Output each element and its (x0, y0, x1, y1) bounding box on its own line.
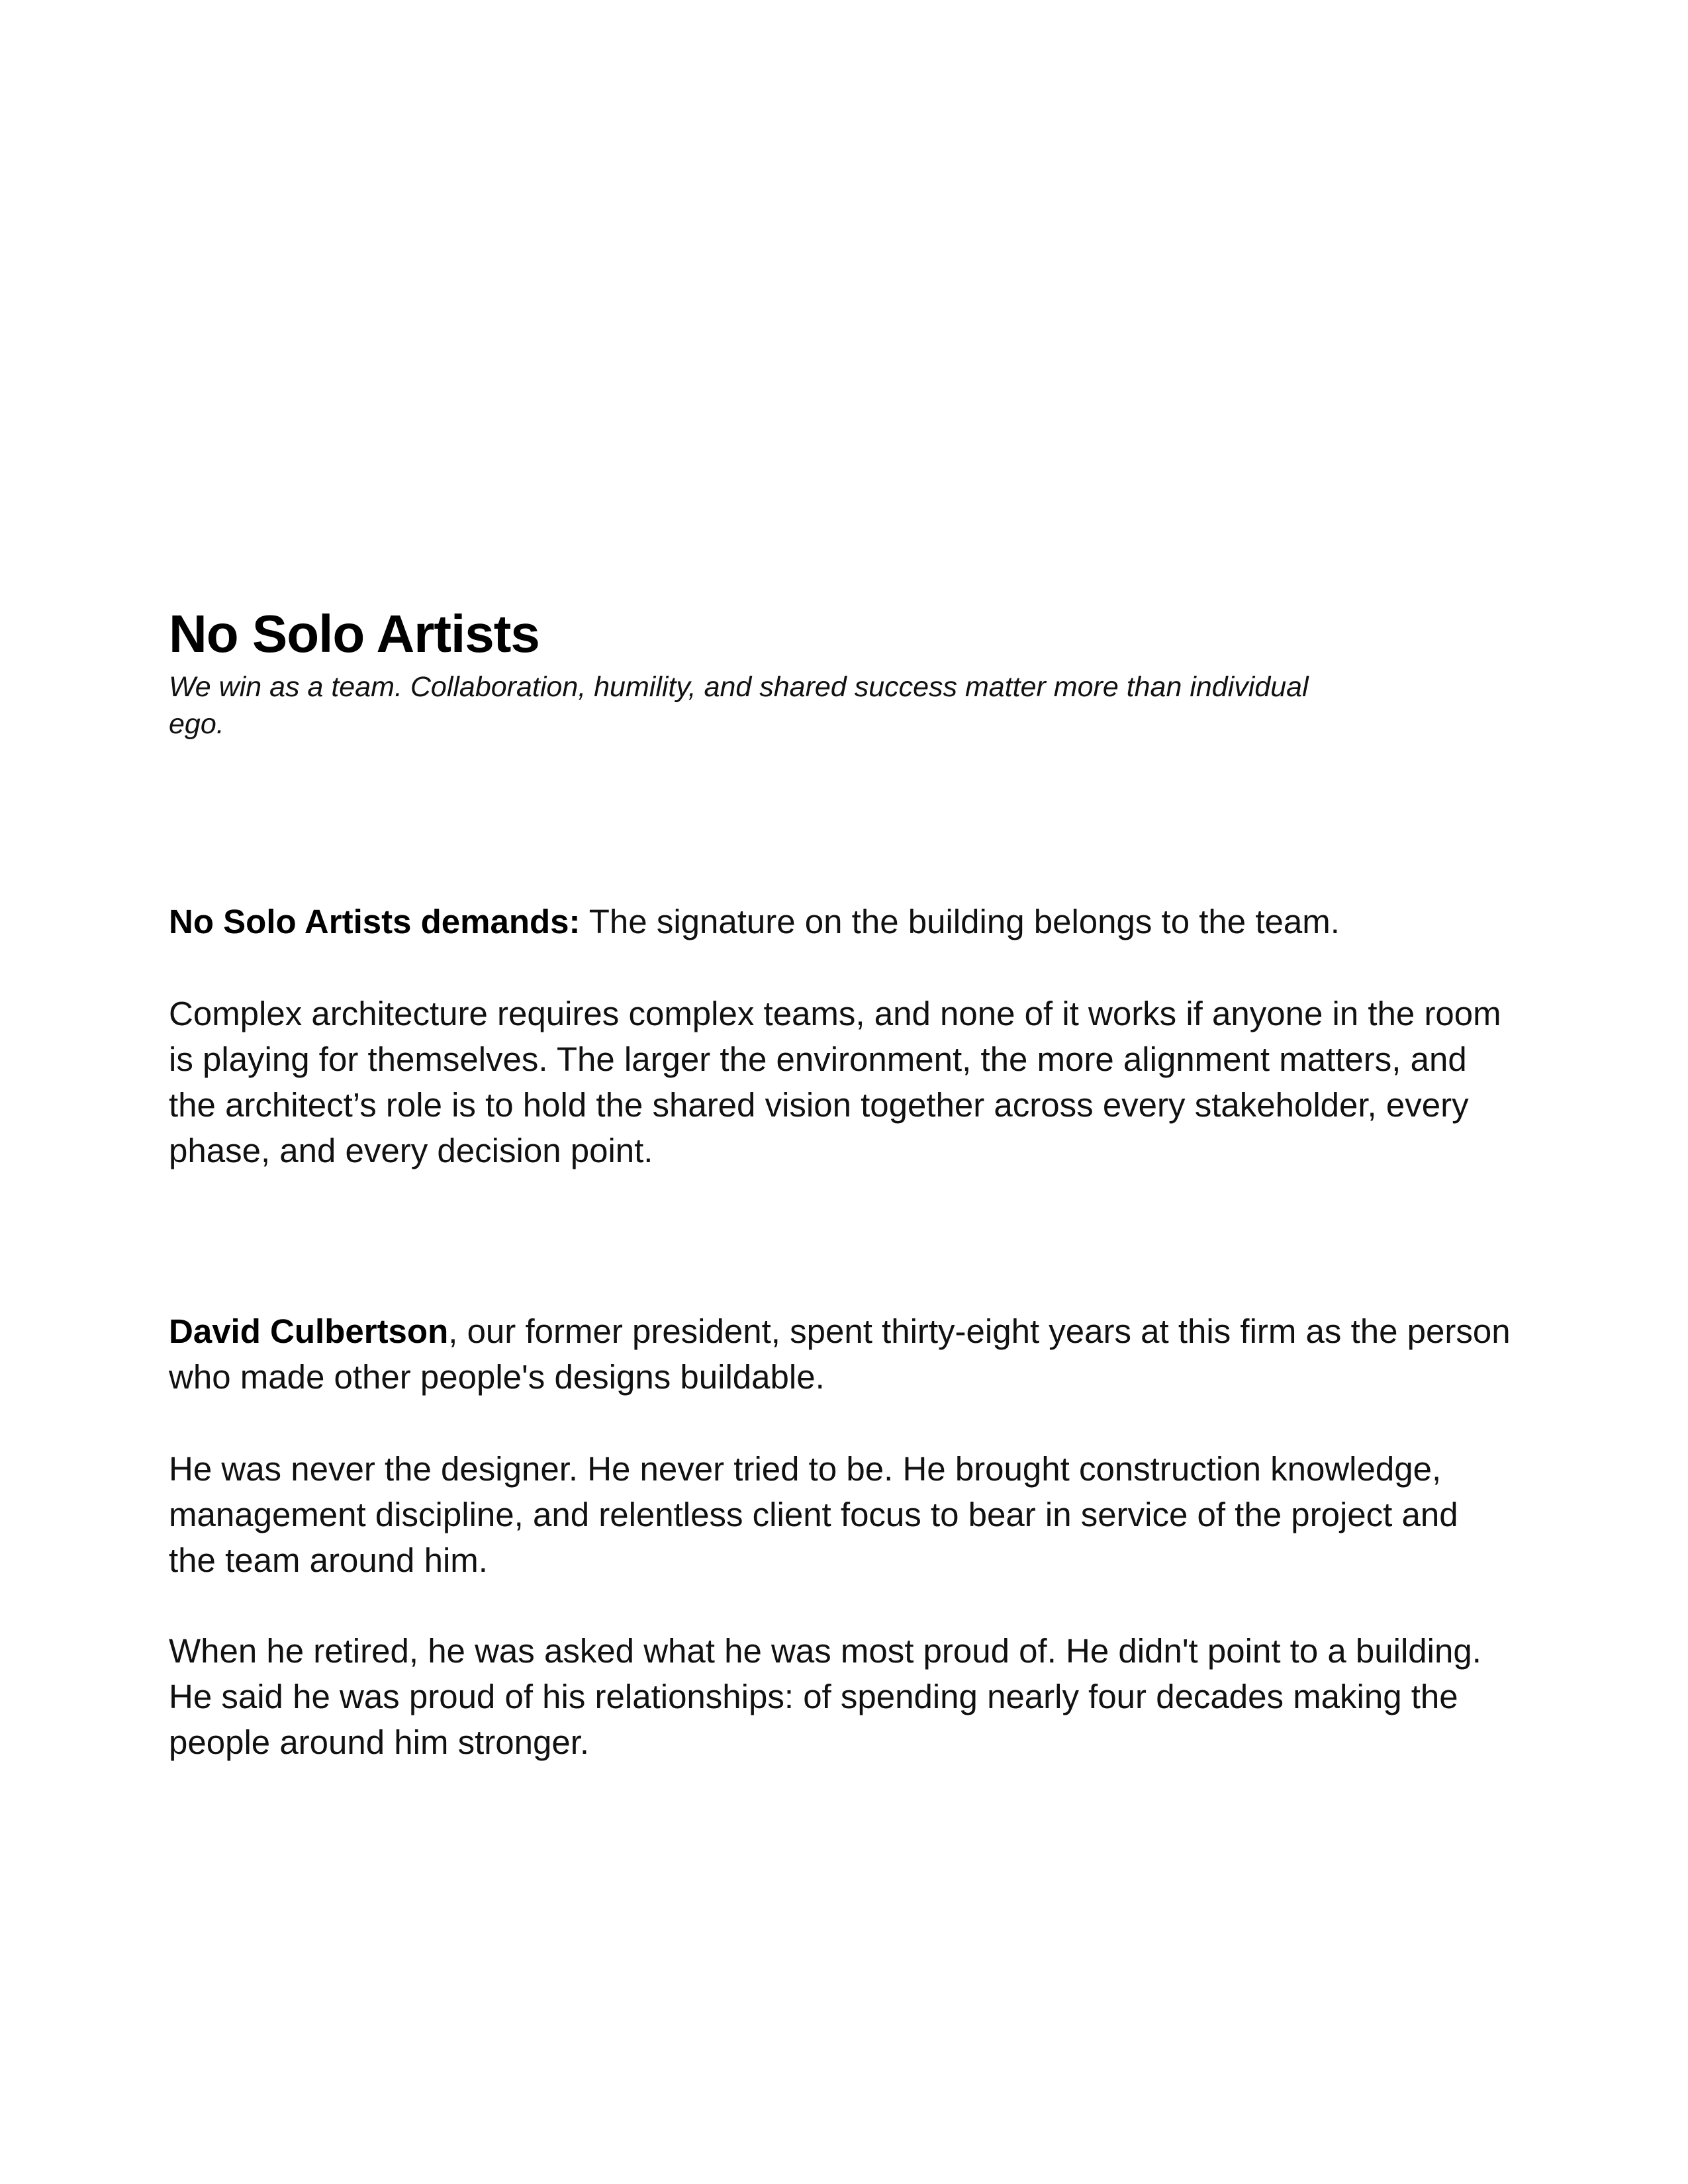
page-subtitle: We win as a team. Collaboration, humility, and shared success matter more than individual ego. (169, 671, 1309, 740)
retirement-paragraph: When he retired, he was asked what he was most proud of. He didn't point to a building. He said he was proud of his relationships: of spending nearly four decades making the people around him stronger. (169, 1632, 1481, 1761)
designer-paragraph: He was never the designer. He never tried to be. He brought construction knowledge, management discipline, and relentless client focus to bear in service of the project and the team around him. (169, 1450, 1458, 1579)
page-title: No Solo Artists (169, 604, 539, 663)
demands-paragraph (169, 899, 1513, 944)
demands-label: No Solo Artists demands: (169, 903, 581, 940)
demands-text: The signature on the building belongs to the team. (580, 903, 1340, 940)
person-name: David Culbertson (169, 1312, 449, 1350)
culbertson-intro-paragraph (169, 1308, 1513, 1400)
complex-architecture-paragraph: Complex architecture requires complex teams, and none of it works if anyone in the room is playing for themselves. The larger the environment, the more alignment matters, and the architect’s role is to hold the shared vision together across every stakeholder, every phase, and every decision point. (169, 995, 1501, 1169)
culbertson-intro-text: , our former president, spent thirty-eight years at this firm as the person who made other people's designs buildable. (169, 1312, 1511, 1396)
